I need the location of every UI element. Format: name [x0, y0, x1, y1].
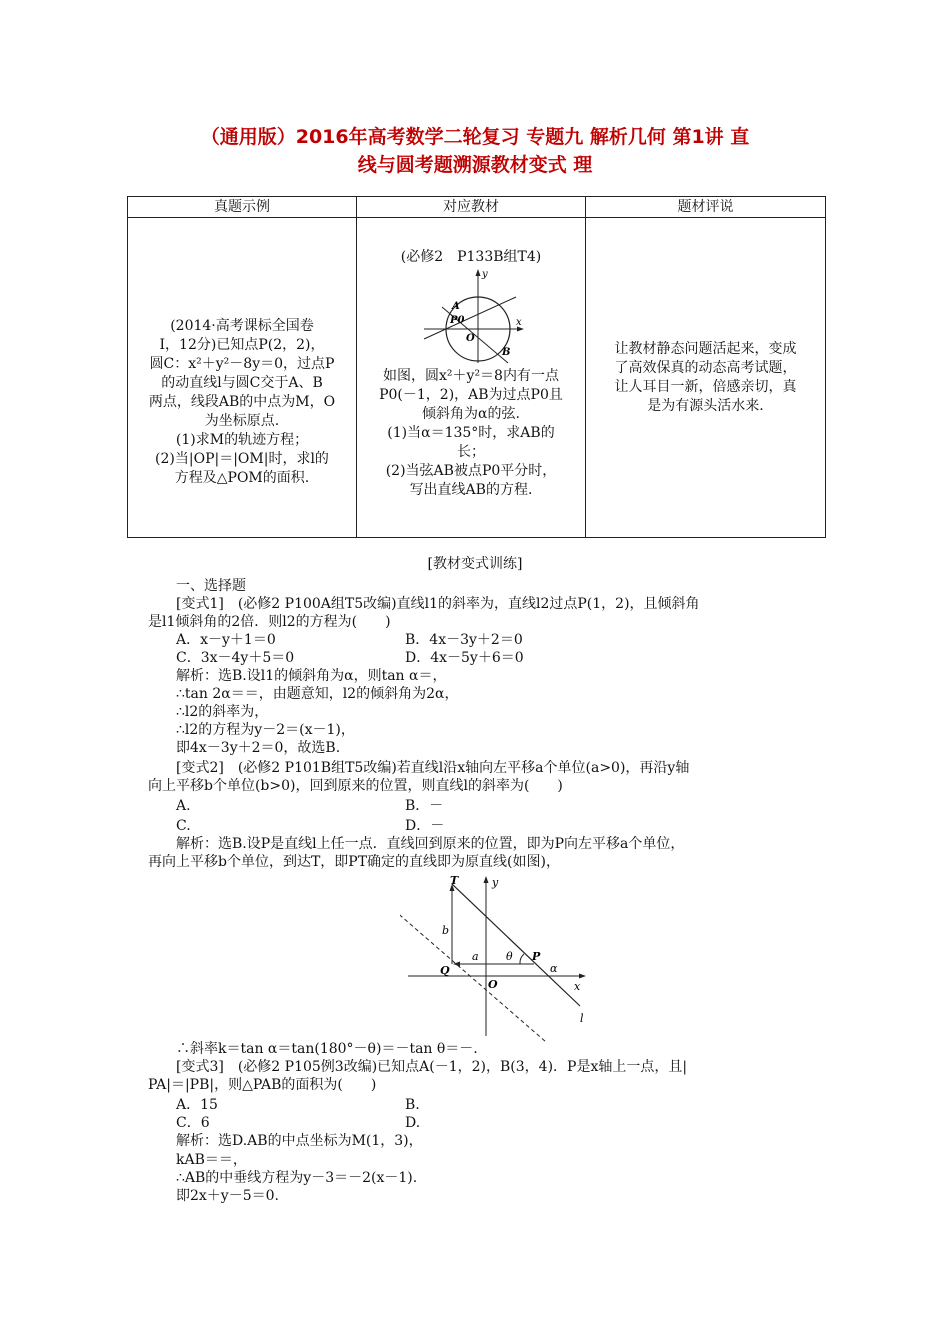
col2-line: (1)当α＝135°时，求AB的	[387, 425, 555, 441]
solution-line: 即2x＋y－5＝0.	[176, 1188, 279, 1204]
option-b: B．4x－3y＋2＝0	[405, 632, 523, 648]
col3-line: 是为有源头活水来.	[647, 397, 764, 414]
fig2-theta-label: θ	[506, 950, 513, 963]
col3-line: 让人耳目一新，倍感亲切，真	[614, 378, 797, 395]
col1-line: 两点，线段AB的中点为M，O	[148, 394, 336, 410]
solution-line: 解析：选B.设P是直线l上任一点．直线回到原来的位置，即为P向左平移a个单位，	[176, 836, 685, 852]
col2-line: P0(－1，2)，AB为过点P0且	[379, 387, 563, 403]
option-a: A．x－y＋1＝0	[176, 632, 276, 648]
fig1-B-label: B	[502, 347, 511, 358]
doc-title-line1: （通用版）2016年高考数学二轮复习 专题九 解析几何 第1讲 直	[200, 126, 750, 148]
variant1-text: [变式1] (必修2 P100A组T5改编)直线l1的斜率为，直线l2过点P(1，2)，且倾斜角	[176, 596, 700, 612]
fig1-O-label: O	[466, 333, 475, 344]
option-c: C.	[176, 818, 191, 834]
section-heading: 一、选择题	[176, 578, 246, 594]
col1-line: 圆C：x²＋y²－8y＝0，过点P	[149, 356, 335, 372]
header-comment: 题材评说	[586, 197, 826, 218]
fig1-A-label: A	[452, 301, 460, 312]
solution-line: kAB＝＝，	[176, 1152, 247, 1168]
source-table	[127, 196, 826, 538]
solution-line: 即4x－3y＋2＝0，故选B.	[176, 740, 341, 756]
option-a: A.	[176, 798, 191, 814]
solution-line: ∴l2的斜率为，	[176, 704, 269, 720]
variant2-text: [变式2] (必修2 P101B组T5改编)若直线l沿x轴向左平移a个单位(a>0)，再沿y轴	[176, 760, 690, 776]
col1-line: 为坐标原点.	[204, 413, 280, 429]
col3-line: 了高效保真的动态高考试题，	[614, 359, 797, 376]
col1-line: 方程及△POM的面积.	[174, 470, 310, 486]
col1-line: (2014·高考课标全国卷	[170, 318, 314, 334]
option-d: D．4x－5y＋6＝0	[405, 650, 524, 666]
fig2-Q-label: Q	[440, 964, 450, 977]
option-a: A．15	[176, 1097, 218, 1113]
translation-figure	[400, 872, 590, 1042]
solution-line: 再向上平移b个单位，到达T，即PT确定的直线即为原直线(如图)，	[148, 854, 560, 870]
fig2-l-label: l	[580, 1012, 584, 1025]
solution-line: 解析：选D.AB的中点坐标为M(1，3)，	[176, 1133, 423, 1149]
option-b: B.	[405, 1097, 420, 1113]
fig2-O-label: O	[488, 978, 498, 991]
circle-chord-figure	[416, 267, 526, 367]
exam-example-cell	[128, 218, 357, 538]
fig2-P-label: P	[532, 950, 541, 963]
col1-line: 的动直线l与圆C交于A、B	[161, 375, 323, 391]
option-d: D．－	[405, 818, 445, 834]
option-d: D.	[405, 1115, 421, 1131]
col1-line: (1)求M的轨迹方程；	[175, 432, 309, 448]
option-c: C．3x－4y＋5＝0	[176, 650, 295, 666]
fig2-x-label: x	[574, 980, 581, 993]
col2-line: (2)当弦AB被点P0平分时，	[385, 463, 557, 479]
col2-line: 如图，圆x²＋y²＝8内有一点	[383, 368, 559, 384]
fig2-alpha-label: α	[550, 962, 558, 975]
fig1-x-label: x	[516, 317, 522, 328]
variant2-text-cont: 向上平移b个单位(b>0)，回到原来的位置，则直线l的斜率为( )	[148, 778, 563, 794]
col1-line: Ⅰ，12分)已知点P(2，2)，	[159, 337, 325, 353]
solution-line: ∴斜率k＝tan α＝tan(180°－θ)＝－tan θ＝－.	[176, 1041, 478, 1057]
col2-line: 写出直线AB的方程.	[409, 482, 533, 498]
solution-line: ∴tan 2α＝＝，由题意知，l2的倾斜角为2α，	[176, 686, 459, 702]
col2-line: 倾斜角为α的弦.	[422, 406, 520, 422]
textbook-source: (必修2 P133B组T4)	[400, 249, 542, 265]
variant3-text-cont: PA|＝|PB|，则△PAB的面积为( )	[148, 1077, 377, 1093]
fig1-P0-label: P0	[450, 315, 465, 326]
solution-line: ∴AB的中垂线方程为y－3＝－2(x－1).	[176, 1170, 418, 1186]
solution-line: 解析：选B.设l1的倾斜角为α，则tan α＝，	[176, 668, 447, 684]
section-title: [教材变式训练]	[427, 556, 523, 572]
col1-line: (2)当|OP|＝|OM|时，求l的	[155, 451, 329, 467]
header-exam-example: 真题示例	[128, 197, 357, 218]
variant1-text-cont: 是l1倾斜角的2倍．则l2的方程为( )	[148, 614, 391, 630]
variant3-text: [变式3] (必修2 P105例3改编)已知点A(－1，2)，B(3，4)．P是x轴上一点，且|	[176, 1059, 688, 1075]
solution-line: ∴l2的方程为y－2＝(x－1)，	[176, 722, 355, 738]
comment-cell	[586, 218, 826, 538]
fig2-b-label: b	[442, 924, 450, 937]
fig2-y-label: y	[492, 876, 499, 889]
col2-line: 长；	[457, 444, 485, 460]
doc-title-line2: 线与圆考题溯源教材变式 理	[357, 154, 593, 176]
col3-line: 让教材静态问题活起来，变成	[614, 340, 797, 357]
textbook-cell	[357, 218, 586, 538]
fig2-a-label: a	[472, 950, 479, 963]
header-textbook: 对应教材	[357, 197, 586, 218]
option-c: C．6	[176, 1115, 210, 1131]
fig2-T-label: T	[450, 874, 459, 887]
option-b: B．－	[405, 798, 444, 814]
fig1-y-label: y	[482, 269, 488, 280]
